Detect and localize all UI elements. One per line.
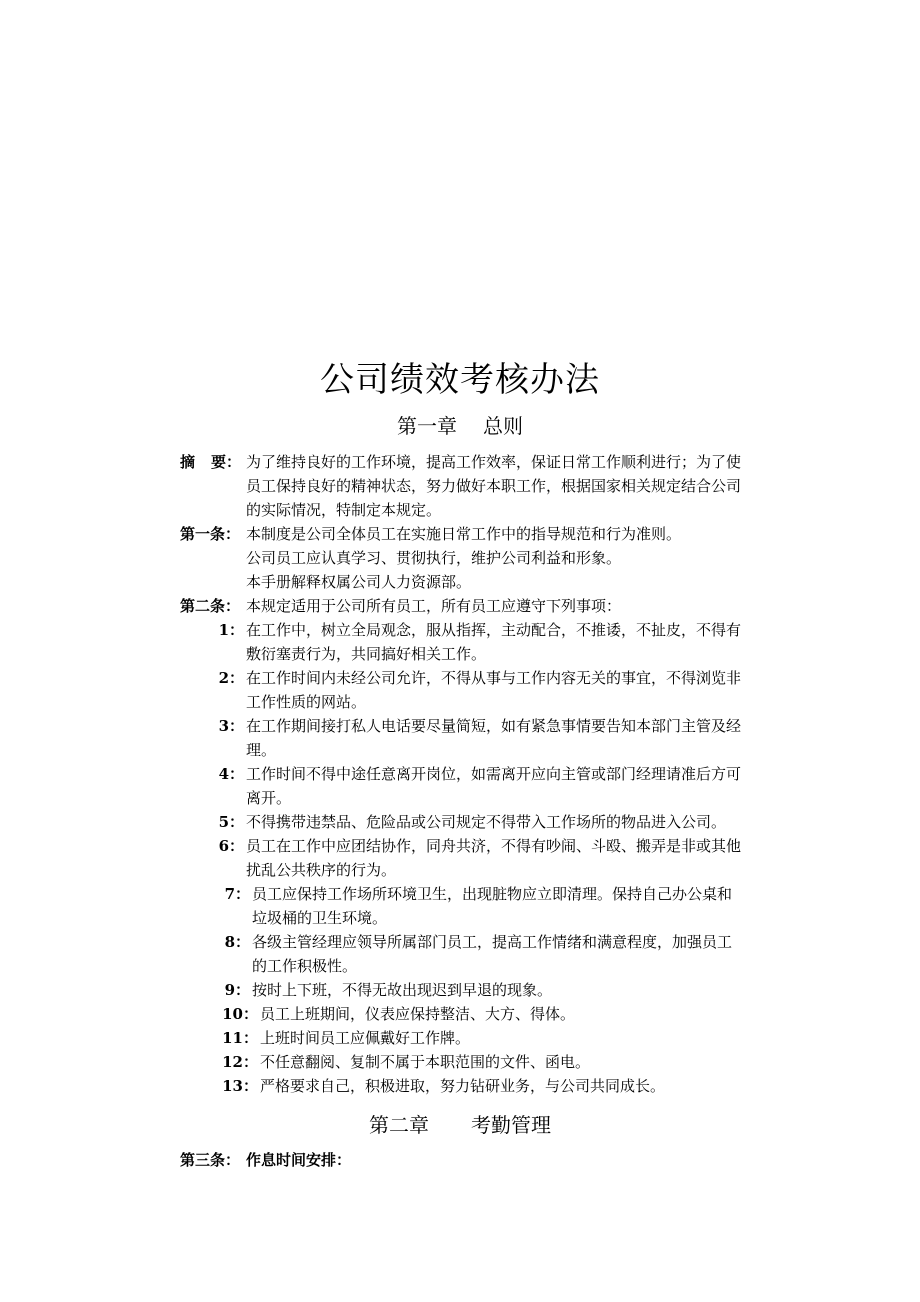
- item-number: 1：: [218, 621, 244, 639]
- article-2-item: [0, 810, 920, 834]
- article-3-label: 第三条：: [180, 1151, 241, 1169]
- chapter-1-label: 第一章: [397, 414, 457, 438]
- article-3-section: [0, 1148, 920, 1172]
- item-line: 上班时间员工应佩戴好工作牌。: [260, 1029, 471, 1047]
- article-1-section: [0, 522, 920, 594]
- item-line: 工作时间不得中途任意离开岗位，如需离开应向主管或部门经理请准后方可: [246, 765, 742, 783]
- chapter-2-label: 第二章: [369, 1113, 429, 1137]
- document-title: 公司绩效考核办法: [320, 360, 600, 400]
- article-2-item: [0, 714, 920, 762]
- article-2-item: [0, 882, 920, 930]
- item-number: 8：: [224, 933, 250, 951]
- article-2-item: [0, 930, 920, 978]
- item-line: 严格要求自己，积极进取，努力钻研业务，与公司共同成长。: [260, 1077, 666, 1095]
- article-2-item: [0, 834, 920, 882]
- chapter-1-heading: [0, 410, 920, 439]
- article-2-item: [0, 1050, 920, 1074]
- item-line: 在工作时间内未经公司允许，不得从事与工作内容无关的事宜，不得浏览非: [246, 669, 742, 687]
- chapter-2-heading: [0, 1109, 920, 1138]
- abstract-label-b: 要：: [211, 453, 242, 471]
- article-1-line: 本手册解释权属公司人力资源部。: [246, 573, 472, 591]
- abstract-section: [0, 450, 920, 522]
- article-1-line: 公司员工应认真学习、贯彻执行，维护公司利益和形象。: [246, 549, 622, 567]
- abstract-line: 为了维持良好的工作环境，提高工作效率，保证日常工作顺利进行；为了使: [246, 453, 742, 471]
- item-line: 敷衍塞责行为，共同搞好相关工作。: [246, 645, 487, 663]
- chapter-1-name: 总则: [483, 414, 523, 438]
- item-number: 7：: [224, 885, 250, 903]
- article-1-label: 第一条：: [180, 525, 241, 543]
- article-1-line: 本制度是公司全体员工在实施日常工作中的指导规范和行为准则。: [246, 525, 682, 543]
- item-line: 离开。: [246, 789, 292, 807]
- item-line: 的工作积极性。: [252, 957, 358, 975]
- item-line: 工作性质的网站。: [246, 693, 367, 711]
- item-line: 在工作中，树立全局观念，服从指挥，主动配合，不推诿，不扯皮，不得有: [246, 621, 742, 639]
- item-number: 5：: [218, 813, 244, 831]
- article-2-item: [0, 618, 920, 666]
- item-line: 员工应保持工作场所环境卫生，出现脏物应立即清理。保持自己办公桌和: [252, 885, 733, 903]
- item-number: 3：: [218, 717, 244, 735]
- item-line: 员工在工作中应团结协作，同舟共济，不得有吵闹、斗殴、搬弄是非或其他: [246, 837, 742, 855]
- item-line: 在工作期间接打私人电话要尽量简短，如有紧急事情要告知本部门主管及经: [246, 717, 742, 735]
- article-2-intro: 本规定适用于公司所有员工，所有员工应遵守下列事项：: [246, 597, 622, 615]
- chapter-2-name: 考勤管理: [471, 1113, 551, 1137]
- item-line: 不任意翻阅、复制不属于本职范围的文件、函电。: [260, 1053, 591, 1071]
- article-2-item: [0, 1074, 920, 1098]
- article-2-item: [0, 978, 920, 1002]
- item-line: 各级主管经理应领导所属部门员工，提高工作情绪和满意程度，加强员工: [252, 933, 733, 951]
- article-3-text: 作息时间安排：: [246, 1151, 352, 1169]
- item-line: 员工上班期间，仪表应保持整洁、大方、得体。: [260, 1005, 576, 1023]
- article-2-item: [0, 1002, 920, 1026]
- item-number: 11：: [222, 1029, 258, 1047]
- abstract-label: [180, 450, 241, 474]
- item-line: 按时上下班，不得无故出现迟到早退的现象。: [252, 981, 553, 999]
- article-2-heading: [0, 594, 920, 618]
- item-line: 垃圾桶的卫生环境。: [252, 909, 388, 927]
- item-number: 6：: [218, 837, 244, 855]
- item-number: 13：: [222, 1077, 258, 1095]
- abstract-line: 的实际情况，特制定本规定。: [246, 501, 442, 519]
- item-line: 不得携带违禁品、危险品或公司规定不得带入工作场所的物品进入公司。: [246, 813, 727, 831]
- item-number: 12：: [222, 1053, 258, 1071]
- item-line: 扰乱公共秩序的行为。: [246, 861, 397, 879]
- abstract-label-a: 摘: [180, 453, 196, 471]
- item-number: 2：: [218, 669, 244, 687]
- article-2-item: [0, 762, 920, 810]
- item-number: 4：: [218, 765, 244, 783]
- article-2-item: [0, 666, 920, 714]
- abstract-line: 员工保持良好的精神状态，努力做好本职工作，根据国家相关规定结合公司: [246, 477, 742, 495]
- item-number: 10：: [222, 1005, 258, 1023]
- item-number: 9：: [224, 981, 250, 999]
- article-2-item: [0, 1026, 920, 1050]
- item-line: 理。: [246, 741, 277, 759]
- article-2-label: 第二条：: [180, 597, 241, 615]
